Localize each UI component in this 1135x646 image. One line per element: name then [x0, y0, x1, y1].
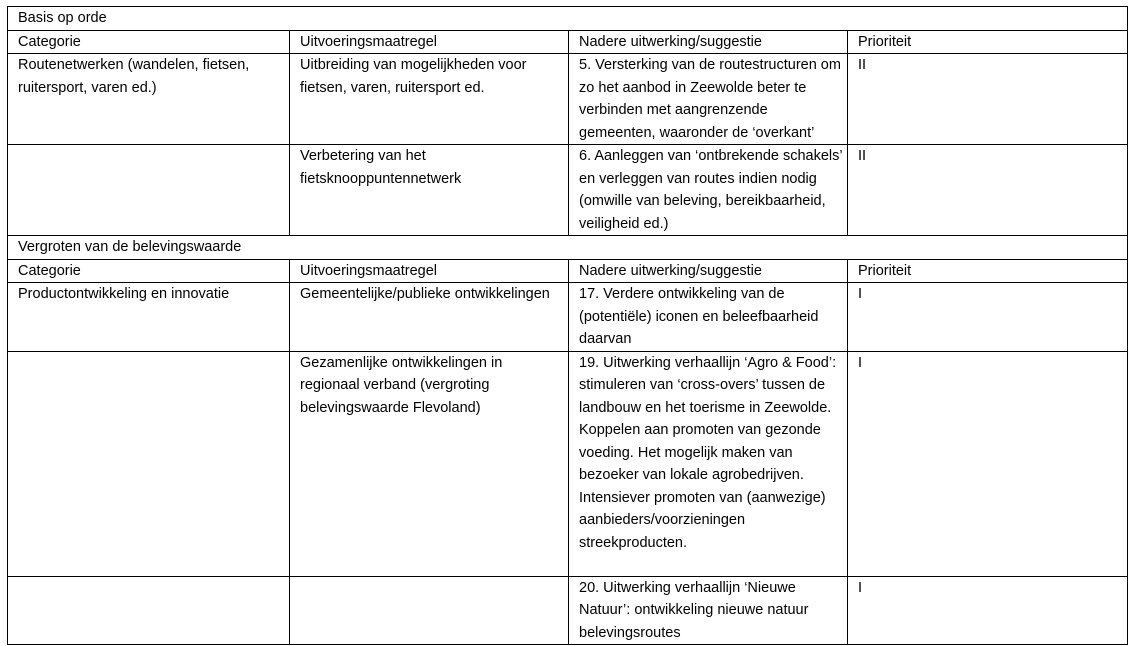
- cell-categorie: [8, 576, 290, 645]
- cell-prioriteit: I: [848, 576, 1128, 645]
- cell-maatregel: Verbetering van het fietsknooppuntennetwerk: [290, 145, 569, 236]
- header-uitvoeringsmaatregel: Uitvoeringsmaatregel: [290, 259, 569, 283]
- section-title: Vergroten van de belevingswaarde: [8, 236, 1128, 260]
- cell-categorie: [8, 351, 290, 576]
- cell-uitwerking: 19. Uitwerking verhaallijn ‘Agro & Food’: stimuleren van ‘cross-overs’ tussen de landbouw en het toerisme in Zeewolde. Koppelen aan promoten van gezonde voeding. Het mogelijk maken van bezoeker van lokale agrobedrijven. Intensiever promoten van (aanwezige) aanbieders/voorzieningen streekproducten.: [569, 351, 848, 576]
- table-row: [8, 145, 1128, 236]
- table-row: [8, 283, 1128, 352]
- section-title: Basis op orde: [8, 7, 1128, 31]
- table-row: [8, 351, 1128, 576]
- cell-prioriteit: I: [848, 351, 1128, 576]
- cell-categorie: Routenetwerken (wandelen, fietsen, ruitersport, varen ed.): [8, 54, 290, 145]
- cell-maatregel: [290, 576, 569, 645]
- section-title-row: [8, 7, 1128, 31]
- cell-prioriteit: II: [848, 54, 1128, 145]
- cell-maatregel: Uitbreiding van mogelijkheden voor fietsen, varen, ruitersport ed.: [290, 54, 569, 145]
- header-uitvoeringsmaatregel: Uitvoeringsmaatregel: [290, 30, 569, 54]
- header-categorie: Categorie: [8, 259, 290, 283]
- header-prioriteit: Prioriteit: [848, 259, 1128, 283]
- cell-categorie: [8, 145, 290, 236]
- cell-prioriteit: II: [848, 145, 1128, 236]
- cell-maatregel: Gemeentelijke/publieke ontwikkelingen: [290, 283, 569, 352]
- cell-prioriteit: I: [848, 283, 1128, 352]
- table-row: [8, 54, 1128, 145]
- table-header-row: [8, 259, 1128, 283]
- header-categorie: Categorie: [8, 30, 290, 54]
- cell-uitwerking: 17. Verdere ontwikkeling van de (potentiële) iconen en beleefbaarheid daarvan: [569, 283, 848, 352]
- cell-maatregel: Gezamenlijke ontwikkelingen in regionaal verband (vergroting belevingswaarde Flevoland): [290, 351, 569, 576]
- measures-table: [7, 6, 1128, 645]
- table-header-row: [8, 30, 1128, 54]
- section-title-row: [8, 236, 1128, 260]
- header-nadere-uitwerking: Nadere uitwerking/suggestie: [569, 30, 848, 54]
- header-prioriteit: Prioriteit: [848, 30, 1128, 54]
- header-nadere-uitwerking: Nadere uitwerking/suggestie: [569, 259, 848, 283]
- cell-uitwerking: 5. Versterking van de routestructuren om zo het aanbod in Zeewolde beter te verbinden met aangrenzende gemeenten, waaronder de ‘overkant’: [569, 54, 848, 145]
- cell-uitwerking: 20. Uitwerking verhaallijn ‘Nieuwe Natuur’: ontwikkeling nieuwe natuur belevingsroutes: [569, 576, 848, 645]
- cell-uitwerking: 6. Aanleggen van ‘ontbrekende schakels’ en verleggen van routes indien nodig (omwille van beleving, bereikbaarheid, veiligheid ed.): [569, 145, 848, 236]
- cell-categorie: Productontwikkeling en innovatie: [8, 283, 290, 352]
- table-row: [8, 576, 1128, 645]
